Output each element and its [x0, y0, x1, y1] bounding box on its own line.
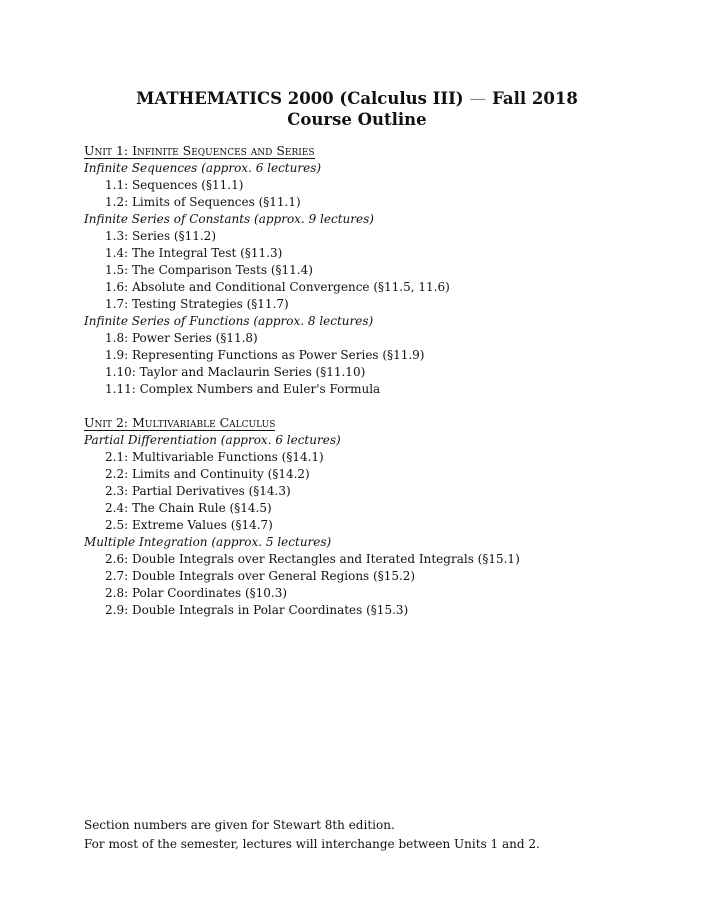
topic-group-title: Infinite Series of Constants (approx. 9 lectures) [84, 212, 374, 226]
course-outline [84, 143, 684, 636]
outline-item: 2.1: Multivariable Functions (§14.1) [105, 450, 324, 464]
outline-item: 1.4: The Integral Test (§11.3) [105, 246, 283, 260]
outline-item: 2.8: Polar Coordinates (§10.3) [105, 586, 288, 600]
outline-item: 1.2: Limits of Sequences (§11.1) [105, 195, 301, 209]
outline-item: 2.9: Double Integrals in Polar Coordinates (§15.3) [105, 603, 409, 617]
outline-item: 2.6: Double Integrals over Rectangles and Iterated Integrals (§15.1) [105, 552, 520, 566]
outline-item: 1.11: Complex Numbers and Euler's Formula [105, 382, 381, 396]
footer-note-edition: Section numbers are given for Stewart 8th edition. [84, 818, 395, 832]
footer-note-interchange: For most of the semester, lectures will interchange between Units 1 and 2. [84, 837, 540, 851]
topic-group-title: Partial Differentiation (approx. 6 lectures) [84, 433, 341, 447]
term-label: Fall 2018 [492, 89, 578, 108]
unit-section [84, 415, 684, 619]
unit-title: Unit 2: Multivariable Calculus [84, 415, 276, 430]
outline-item: 1.5: The Comparison Tests (§11.4) [105, 263, 313, 277]
outline-item: 1.1: Sequences (§11.1) [105, 178, 244, 192]
outline-item: 1.6: Absolute and Conditional Convergence (§11.5, 11.6) [105, 280, 450, 294]
outline-item: 2.2: Limits and Continuity (§14.2) [105, 467, 310, 481]
unit-title: Unit 1: Infinite Sequences and Series [84, 143, 315, 158]
page-title [0, 88, 714, 109]
topic-group-title: Infinite Series of Functions (approx. 8 lectures) [84, 314, 374, 328]
footer-notes [84, 816, 684, 854]
outline-item: 2.5: Extreme Values (§14.7) [105, 518, 273, 532]
outline-item: 2.7: Double Integrals over General Regions (§15.2) [105, 569, 416, 583]
outline-item: 1.9: Representing Functions as Power Series (§11.9) [105, 348, 425, 362]
topic-group-title: Multiple Integration (approx. 5 lectures) [84, 535, 332, 549]
unit-section [84, 143, 684, 398]
outline-item: 1.10: Taylor and Maclaurin Series (§11.10) [105, 365, 366, 379]
outline-item: 1.8: Power Series (§11.8) [105, 331, 258, 345]
page-subtitle: Course Outline [287, 110, 427, 129]
outline-item: 1.3: Series (§11.2) [105, 229, 216, 243]
title-dash: — [469, 89, 487, 108]
outline-item: 1.7: Testing Strategies (§11.7) [105, 297, 289, 311]
course-title: MATHEMATICS 2000 (Calculus III) [136, 89, 464, 108]
topic-group-title: Infinite Sequences (approx. 6 lectures) [84, 161, 322, 175]
outline-item: 2.4: The Chain Rule (§14.5) [105, 501, 272, 515]
outline-item: 2.3: Partial Derivatives (§14.3) [105, 484, 291, 498]
title-block [0, 88, 714, 130]
